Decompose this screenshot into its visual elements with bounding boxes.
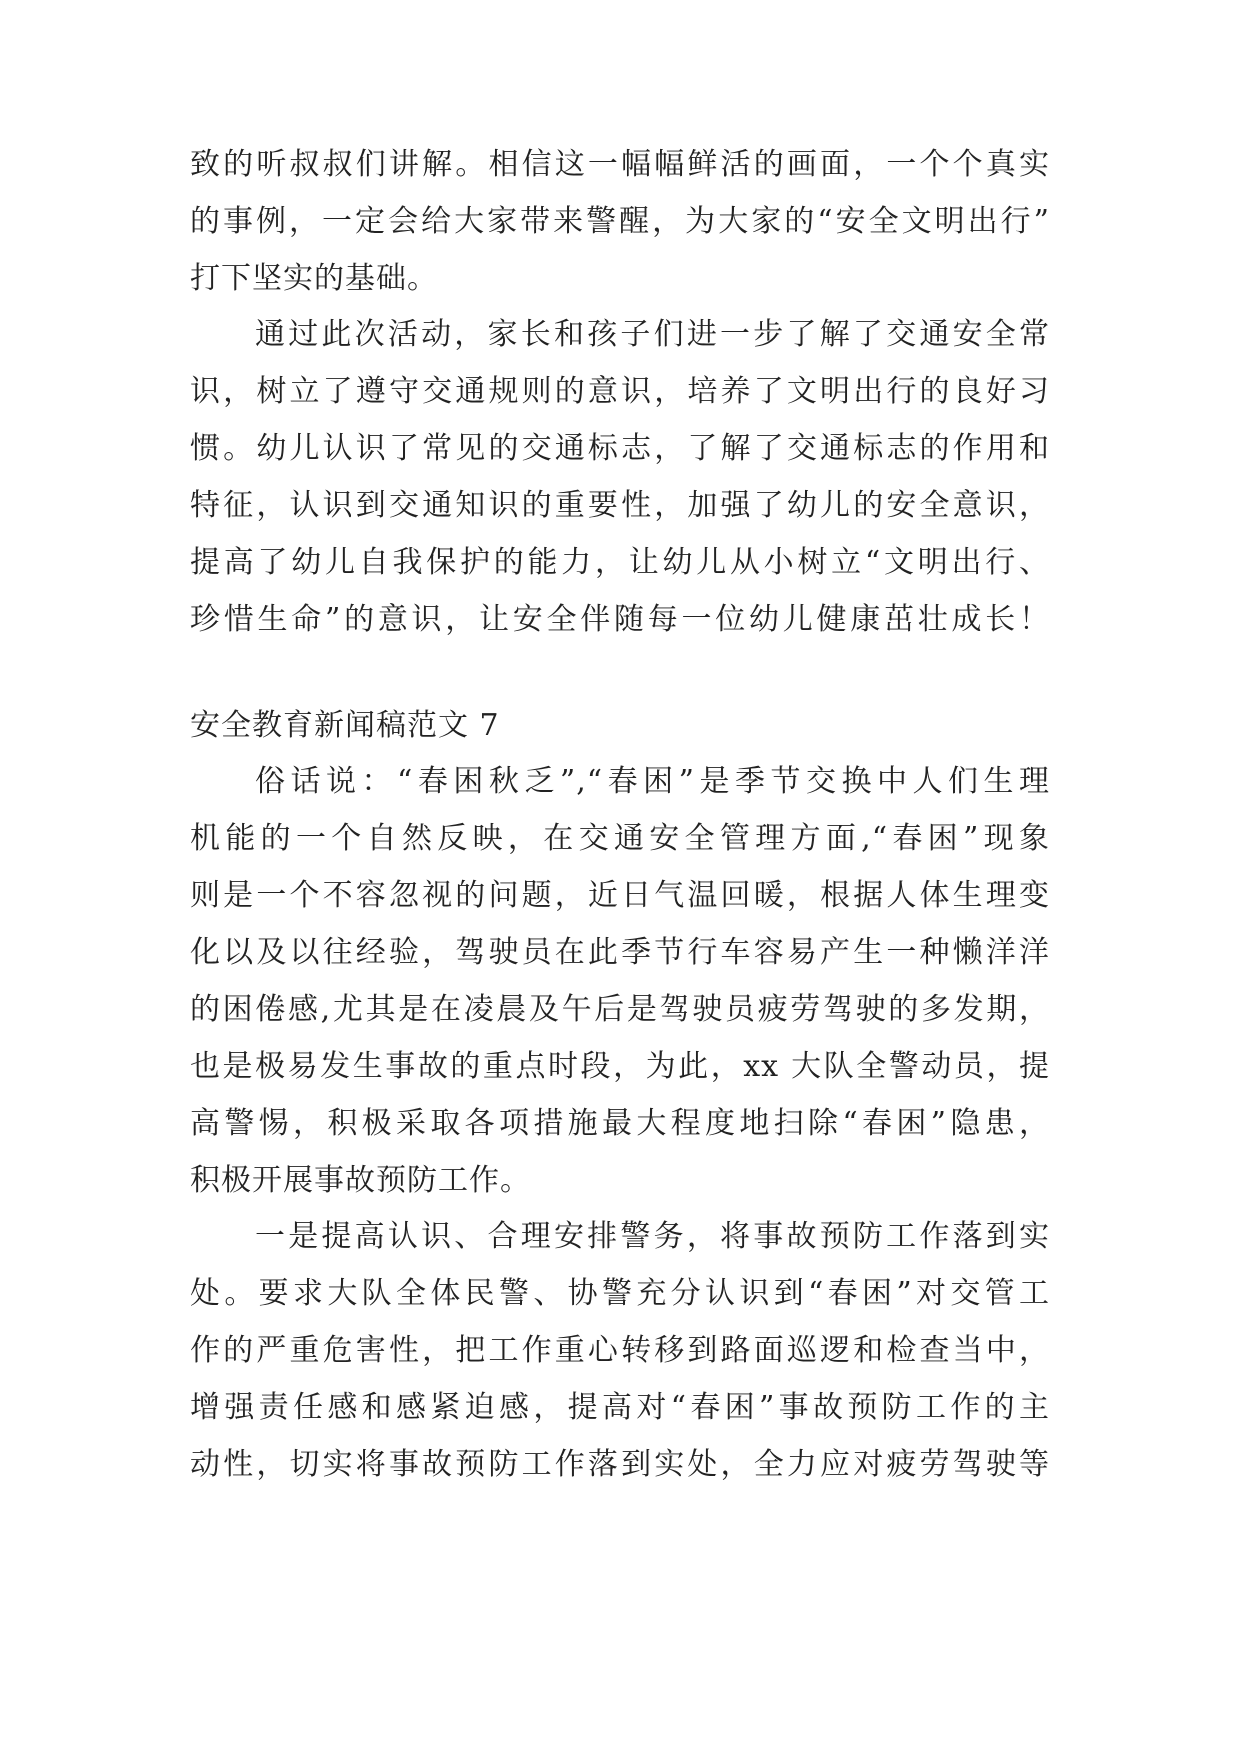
paragraph-line: 的困倦感,尤其是在凌晨及午后是驾驶员疲劳驾驶的多发期， <box>190 992 1050 1027</box>
paragraph-line: 惯。幼儿认识了常见的交通标志，了解了交通标志的作用和 <box>190 431 1050 466</box>
paragraph-line: 高警惕，积极采取各项措施最大程度地扫除“春困”隐患， <box>190 1106 1050 1141</box>
paragraph-line: 则是一个不容忽视的问题，近日气温回暖，根据人体生理变 <box>190 878 1050 913</box>
paragraph-line: 化以及以往经验，驾驶员在此季节行车容易产生一种懒洋洋 <box>190 935 1050 970</box>
paragraph-line: 增强责任感和感紧迫感，提高对“春困”事故预防工作的主 <box>190 1390 1050 1425</box>
paragraph-line: 打下坚实的基础。 <box>190 261 438 296</box>
paragraph-line: 积极开展事故预防工作。 <box>190 1163 531 1198</box>
paragraph-line: 处。要求大队全体民警、协警充分认识到“春困”对交管工 <box>190 1276 1050 1311</box>
paragraph-line: 致的听叔叔们讲解。相信这一幅幅鲜活的画面，一个个真实 <box>190 147 1050 182</box>
paragraph-line: 作的严重危害性，把工作重心转移到路面巡逻和检查当中， <box>190 1333 1050 1368</box>
paragraph-line: 一是提高认识、合理安排警务，将事故预防工作落到实 <box>255 1219 1050 1254</box>
paragraph-line: 提高了幼儿自我保护的能力，让幼儿从小树立“文明出行、 <box>190 545 1050 580</box>
paragraph-line: 动性，切实将事故预防工作落到实处，全力应对疲劳驾驶等 <box>190 1447 1050 1482</box>
paragraph-line: 俗话说：“春困秋乏”,“春困”是季节交换中人们生理 <box>255 764 1050 799</box>
paragraph-line: 也是极易发生事故的重点时段，为此，xx 大队全警动员，提 <box>190 1049 1050 1084</box>
paragraph-line: 机能的一个自然反映，在交通安全管理方面,“春困”现象 <box>190 821 1050 856</box>
section-heading: 安全教育新闻稿范文 7 <box>190 708 500 743</box>
paragraph-line: 识，树立了遵守交通规则的意识，培养了文明出行的良好习 <box>190 374 1050 409</box>
paragraph-line: 的事例，一定会给大家带来警醒，为大家的“安全文明出行” <box>190 204 1050 239</box>
paragraph-line: 特征，认识到交通知识的重要性，加强了幼儿的安全意识， <box>190 488 1050 523</box>
paragraph-line: 通过此次活动，家长和孩子们进一步了解了交通安全常 <box>255 317 1050 352</box>
paragraph-line: 珍惜生命”的意识，让安全伴随每一位幼儿健康茁壮成长！ <box>190 602 1050 637</box>
